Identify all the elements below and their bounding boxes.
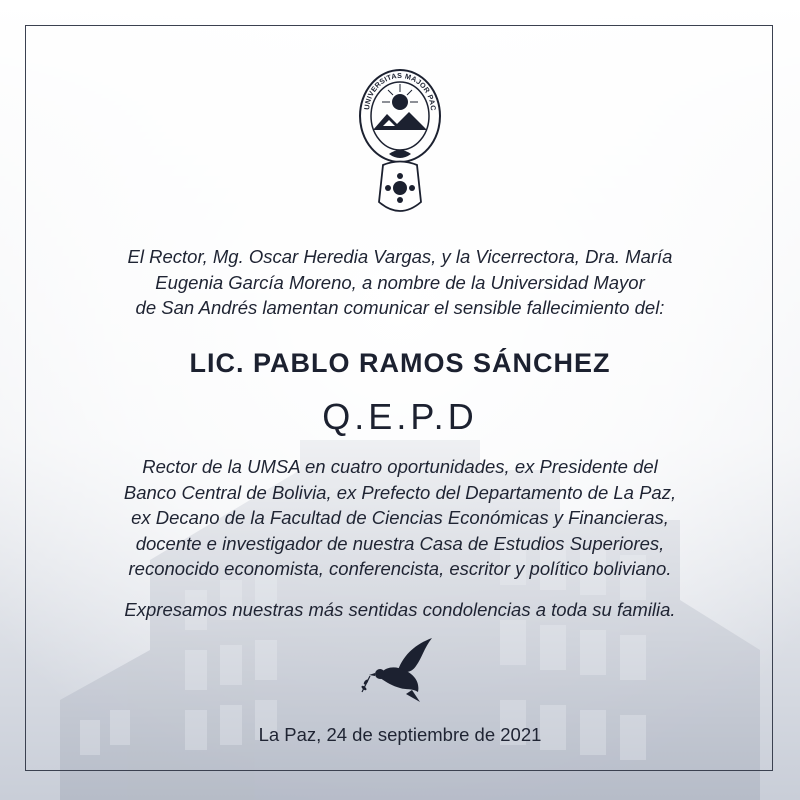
intro-paragraph — [60, 244, 740, 321]
bio-line: docente e investigador de nuestra Casa de Estudios Superiores, — [135, 532, 665, 554]
qepd-heading: Q.E.P.D — [322, 396, 478, 437]
bio-line: Rector de la UMSA en cuatro oportunidades, ex Presidente del — [142, 456, 658, 477]
intro-line: Eugenia García Moreno, a nombre de la Universidad Mayor — [155, 271, 645, 293]
dove-icon — [360, 636, 440, 706]
bio-line: reconocido economista, conferencista, escritor y político boliviano. — [128, 558, 672, 579]
biography-paragraph — [60, 454, 740, 582]
university-seal — [355, 50, 445, 225]
place-and-date: La Paz, 24 de septiembre de 2021 — [258, 724, 542, 745]
bio-line: ex Decano de la Facultad de Ciencias Económicas y Financieras, — [131, 507, 669, 528]
umsa-seal-icon — [355, 50, 445, 225]
intro-line: de San Andrés lamentan comunicar el sensible fallecimiento del: — [135, 297, 665, 318]
deceased-name: LIC. PABLO RAMOS SÁNCHEZ — [189, 348, 611, 378]
condolences-text: Expresamos nuestras más sentidas condolencias a toda su familia. — [124, 599, 676, 620]
svg-text:UNIVERSITAS MAJOR PACENSIS DIV: UNIVERSITAS MAJOR PAC — [362, 70, 439, 112]
intro-line: El Rector, Mg. Oscar Heredia Vargas, y la Vicerrectora, Dra. María — [127, 246, 673, 267]
bio-line: Banco Central de Bolivia, ex Prefecto del Departamento de La Paz, — [123, 481, 677, 503]
dove-emblem — [360, 636, 440, 706]
